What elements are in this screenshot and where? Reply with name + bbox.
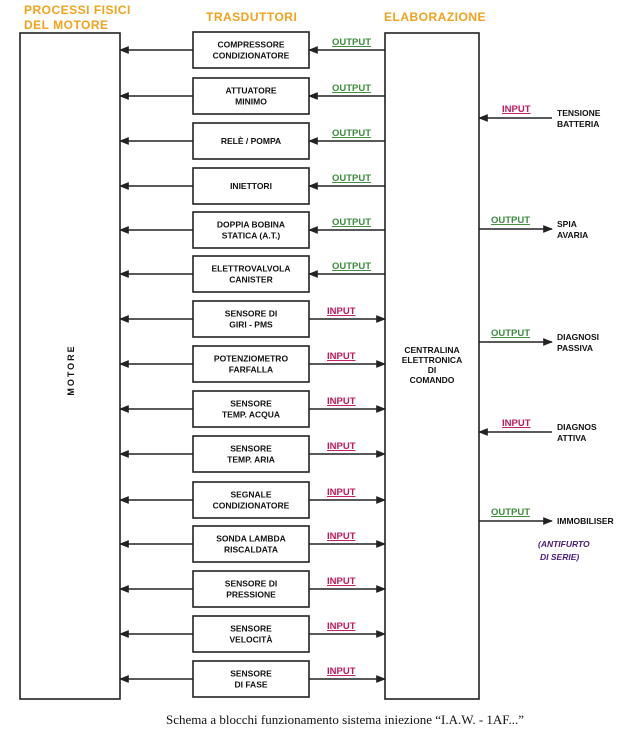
transducer-label: POTENZIOMETRO xyxy=(213,353,289,364)
transducer-sensore-velocita xyxy=(120,616,385,652)
transducer-sonda-lambda xyxy=(120,526,385,562)
external-tensione-batteria xyxy=(479,104,601,129)
external-diagnosi-passiva xyxy=(479,328,599,353)
input-label: INPUT xyxy=(327,576,356,587)
input-label: INPUT xyxy=(327,306,356,317)
external-label: TENSIONE xyxy=(557,108,601,118)
transducer-label: RISCALDATA xyxy=(224,544,278,555)
output-label: OUTPUT xyxy=(332,128,372,139)
input-label: INPUT xyxy=(327,621,356,632)
transducer-label: SENSORE xyxy=(230,668,272,679)
external-signals xyxy=(479,104,614,526)
header-trasduttori: TRASDUTTORI xyxy=(206,10,298,24)
centralina-label-3: DI xyxy=(427,365,437,375)
external-label: IMMOBILISER xyxy=(557,516,614,526)
output-label: OUTPUT xyxy=(332,83,372,94)
transducer-label: SENSORE xyxy=(230,623,272,634)
output-label: OUTPUT xyxy=(332,173,372,184)
transducer-label: MINIMO xyxy=(235,96,267,107)
transducer-sensore-temp-acqua xyxy=(120,391,385,427)
centralina-label-1: CENTRALINA xyxy=(404,345,460,355)
transducer-label: GIRI - PMS xyxy=(229,319,273,330)
external-label: ATTIVA xyxy=(557,433,587,443)
input-label: INPUT xyxy=(502,418,531,429)
transducer-sensore-fase xyxy=(120,661,385,697)
transducer-label: SENSORE xyxy=(230,443,272,454)
external-label: AVARIA xyxy=(557,230,589,240)
transducer-label: COMPRESSORE xyxy=(217,39,285,50)
external-spia-avaria xyxy=(479,215,588,240)
header-processi-line2: DEL MOTORE xyxy=(24,18,109,32)
header-processi-line1: PROCESSI FISICI xyxy=(24,3,131,17)
transducer-label: SENSORE DI xyxy=(224,578,278,589)
output-label: OUTPUT xyxy=(491,507,531,518)
output-label: OUTPUT xyxy=(491,215,531,226)
transducer-label: DI FASE xyxy=(234,679,268,690)
transducer-label: PRESSIONE xyxy=(226,589,276,600)
transducer-label: SENSORE DI xyxy=(224,308,278,319)
transducer-doppia-bobina-statica xyxy=(120,212,385,248)
input-label: INPUT xyxy=(327,531,356,542)
input-label: INPUT xyxy=(327,396,356,407)
motore-label: MOTORE xyxy=(66,344,76,396)
transducer-attuatore-minimo xyxy=(120,78,385,114)
centralina-label-2: ELETTRONICA xyxy=(401,355,463,365)
transducer-label: SONDA LAMBDA xyxy=(216,533,286,544)
caption: Schema a blocchi funzionamento sistema iniezione “I.A.W. - 1AF...” xyxy=(165,712,525,727)
external-label: SPIA xyxy=(557,219,577,229)
transducer-label: CANISTER xyxy=(229,274,273,285)
transducer-segnale-condizionatore xyxy=(120,482,385,518)
antifurto-note-line1: (ANTIFURTO xyxy=(538,539,590,549)
transducer-iniettori xyxy=(120,168,385,204)
external-label: PASSIVA xyxy=(557,343,594,353)
transducer-label: DOPPIA BOBINA xyxy=(216,219,286,230)
header-elaborazione: ELABORAZIONE xyxy=(384,10,486,24)
output-label: OUTPUT xyxy=(491,328,531,339)
transducer-label: STATICA (A.T.) xyxy=(221,230,281,241)
transducer-label: TEMP. ARIA xyxy=(227,454,275,465)
external-label: DIAGNOSI xyxy=(557,332,600,342)
transducer-label: SEGNALE xyxy=(230,489,272,500)
external-label: BATTERIA xyxy=(557,119,600,129)
external-diagnosi-attiva xyxy=(479,418,597,443)
transducer-sensore-temp-aria xyxy=(120,436,385,472)
output-label: OUTPUT xyxy=(332,217,372,228)
external-label: DIAGNOS xyxy=(557,422,597,432)
transducer-label: INIETTORI xyxy=(230,181,272,191)
input-label: INPUT xyxy=(502,104,531,115)
transducer-rows xyxy=(120,32,385,697)
transducer-label: VELOCITÀ xyxy=(229,634,273,645)
transducer-label: CONDIZIONATORE xyxy=(212,50,290,61)
transducer-compressore-condizionatore xyxy=(120,32,385,68)
transducer-label: RELÈ / POMPA xyxy=(220,136,282,146)
input-label: INPUT xyxy=(327,351,356,362)
transducer-label: TEMP. ACQUA xyxy=(221,409,281,420)
centralina-label-4: COMANDO xyxy=(409,375,455,385)
transducer-label: ATTUATORE xyxy=(225,85,277,96)
transducer-sensore-pressione xyxy=(120,571,385,607)
output-label: OUTPUT xyxy=(332,37,372,48)
transducer-label: FARFALLA xyxy=(228,364,274,375)
transducer-elettrovalvola-canister xyxy=(120,256,385,292)
transducer-sensore-giri-pms xyxy=(120,301,385,337)
transducer-label: ELETTROVALVOLA xyxy=(211,263,291,274)
input-label: INPUT xyxy=(327,666,356,677)
input-label: INPUT xyxy=(327,441,356,452)
input-label: INPUT xyxy=(327,487,356,498)
antifurto-note-line2: DI SERIE) xyxy=(540,552,580,562)
external-immobiliser xyxy=(479,507,614,526)
transducer-label: SENSORE xyxy=(230,398,272,409)
transducer-label: CONDIZIONATORE xyxy=(212,500,290,511)
transducer-rele-pompa xyxy=(120,123,385,159)
output-label: OUTPUT xyxy=(332,261,372,272)
transducer-potenziometro-farfalla xyxy=(120,346,385,382)
